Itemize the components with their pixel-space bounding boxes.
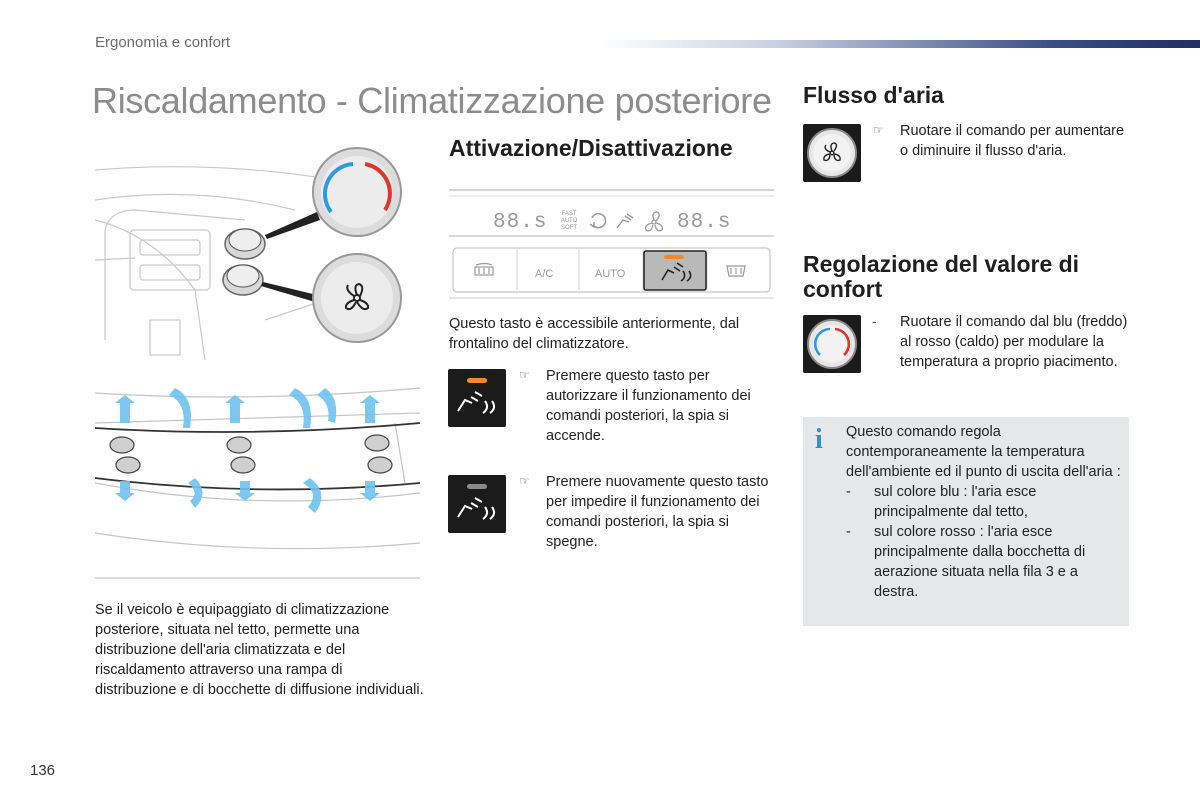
- rear-ac-description: Se il veicolo è equipaggiato di climatizzazione posteriore, situata nel tetto, permette una distribuzione dell'aria climatizzata e del riscaldamento attraverso una rampa di distribuzione e di bocchette di diffusione individuali.: [95, 602, 424, 698]
- auto-button-label[interactable]: AUTO: [595, 268, 626, 280]
- rear-ac-led: [664, 255, 684, 259]
- info-item-red: - sul colore rosso : l'aria esce principalmente dalla bocchetta di aerazione situata nella fila 3 e a destra.: [846, 524, 1086, 600]
- page-title: Riscaldamento - Climatizzazione posteriore: [92, 80, 772, 121]
- temperature-knob-zoom: [313, 148, 401, 236]
- bullet-airflow: ☞: [873, 123, 884, 137]
- info-item-blue: - sul colore blu : l'aria esce principalmente dal tetto,: [846, 484, 1037, 520]
- windscreen-defrost-icon: [727, 266, 745, 276]
- led-on-indicator: [467, 378, 487, 383]
- comfort-heading: Regolazione del valore di confort: [803, 251, 1080, 302]
- bullet-on: ☞: [519, 368, 530, 382]
- bullet-off: ☞: [519, 474, 530, 488]
- info-text: [846, 422, 1121, 602]
- climate-panel-illustration: [449, 188, 774, 300]
- activation-heading: Attivazione/Disattivazione: [449, 135, 733, 161]
- mode-labels: FAST AUTO SOFT: [560, 211, 578, 231]
- bullet-comfort: -: [872, 313, 877, 329]
- fan-display-icon: [646, 212, 663, 231]
- small-knob-temperature: [225, 229, 265, 259]
- info-intro: Questo comando regola contemporaneamente la temperatura dell'ambiente ed il punto di uscita dell'aria :: [846, 424, 1121, 480]
- rear-controls-illustration: [95, 140, 420, 360]
- comfort-instruction: Ruotare il comando dal blu (freddo) al rosso (caldo) per modulare la temperatura a proprio piacimento.: [900, 314, 1128, 370]
- rear-ac-button-on: [448, 369, 506, 427]
- rear-defrost-icon: [475, 264, 493, 276]
- page-number: 136: [30, 762, 56, 779]
- small-knob-fan: [223, 265, 263, 295]
- off-instruction: Premere nuovamente questo tasto per impedire il funzionamento dei comandi posteriori, la spia si spegne.: [546, 474, 769, 550]
- led-off-indicator: [467, 484, 487, 489]
- roof-vents-illustration: [95, 383, 420, 588]
- airflow-heading: Flusso d'aria: [803, 82, 944, 108]
- airflow-display-icon: [617, 214, 633, 228]
- info-icon: i: [815, 424, 823, 455]
- header-bar: [600, 40, 1200, 48]
- temperature-knob-icon: [803, 315, 861, 373]
- airflow-instruction: Ruotare il comando per aumentare o diminuire il flusso d'aria.: [900, 123, 1125, 159]
- fan-knob-zoom: [313, 254, 401, 342]
- fan-knob-icon: [803, 124, 861, 182]
- rear-ac-button-off: [448, 475, 506, 533]
- display-right: 88.s: [677, 211, 732, 234]
- section-label: Ergonomia e confort: [95, 34, 231, 51]
- access-text: Questo tasto è accessibile anteriormente, dal frontalino del climatizzatore.: [449, 316, 740, 352]
- recirculation-icon: [590, 214, 605, 228]
- ac-button-label[interactable]: A/C: [535, 268, 554, 280]
- display-left: 88.s: [493, 211, 548, 234]
- on-instruction: Premere questo tasto per autorizzare il funzionamento dei comandi posteriori, la spia si accende.: [546, 368, 751, 444]
